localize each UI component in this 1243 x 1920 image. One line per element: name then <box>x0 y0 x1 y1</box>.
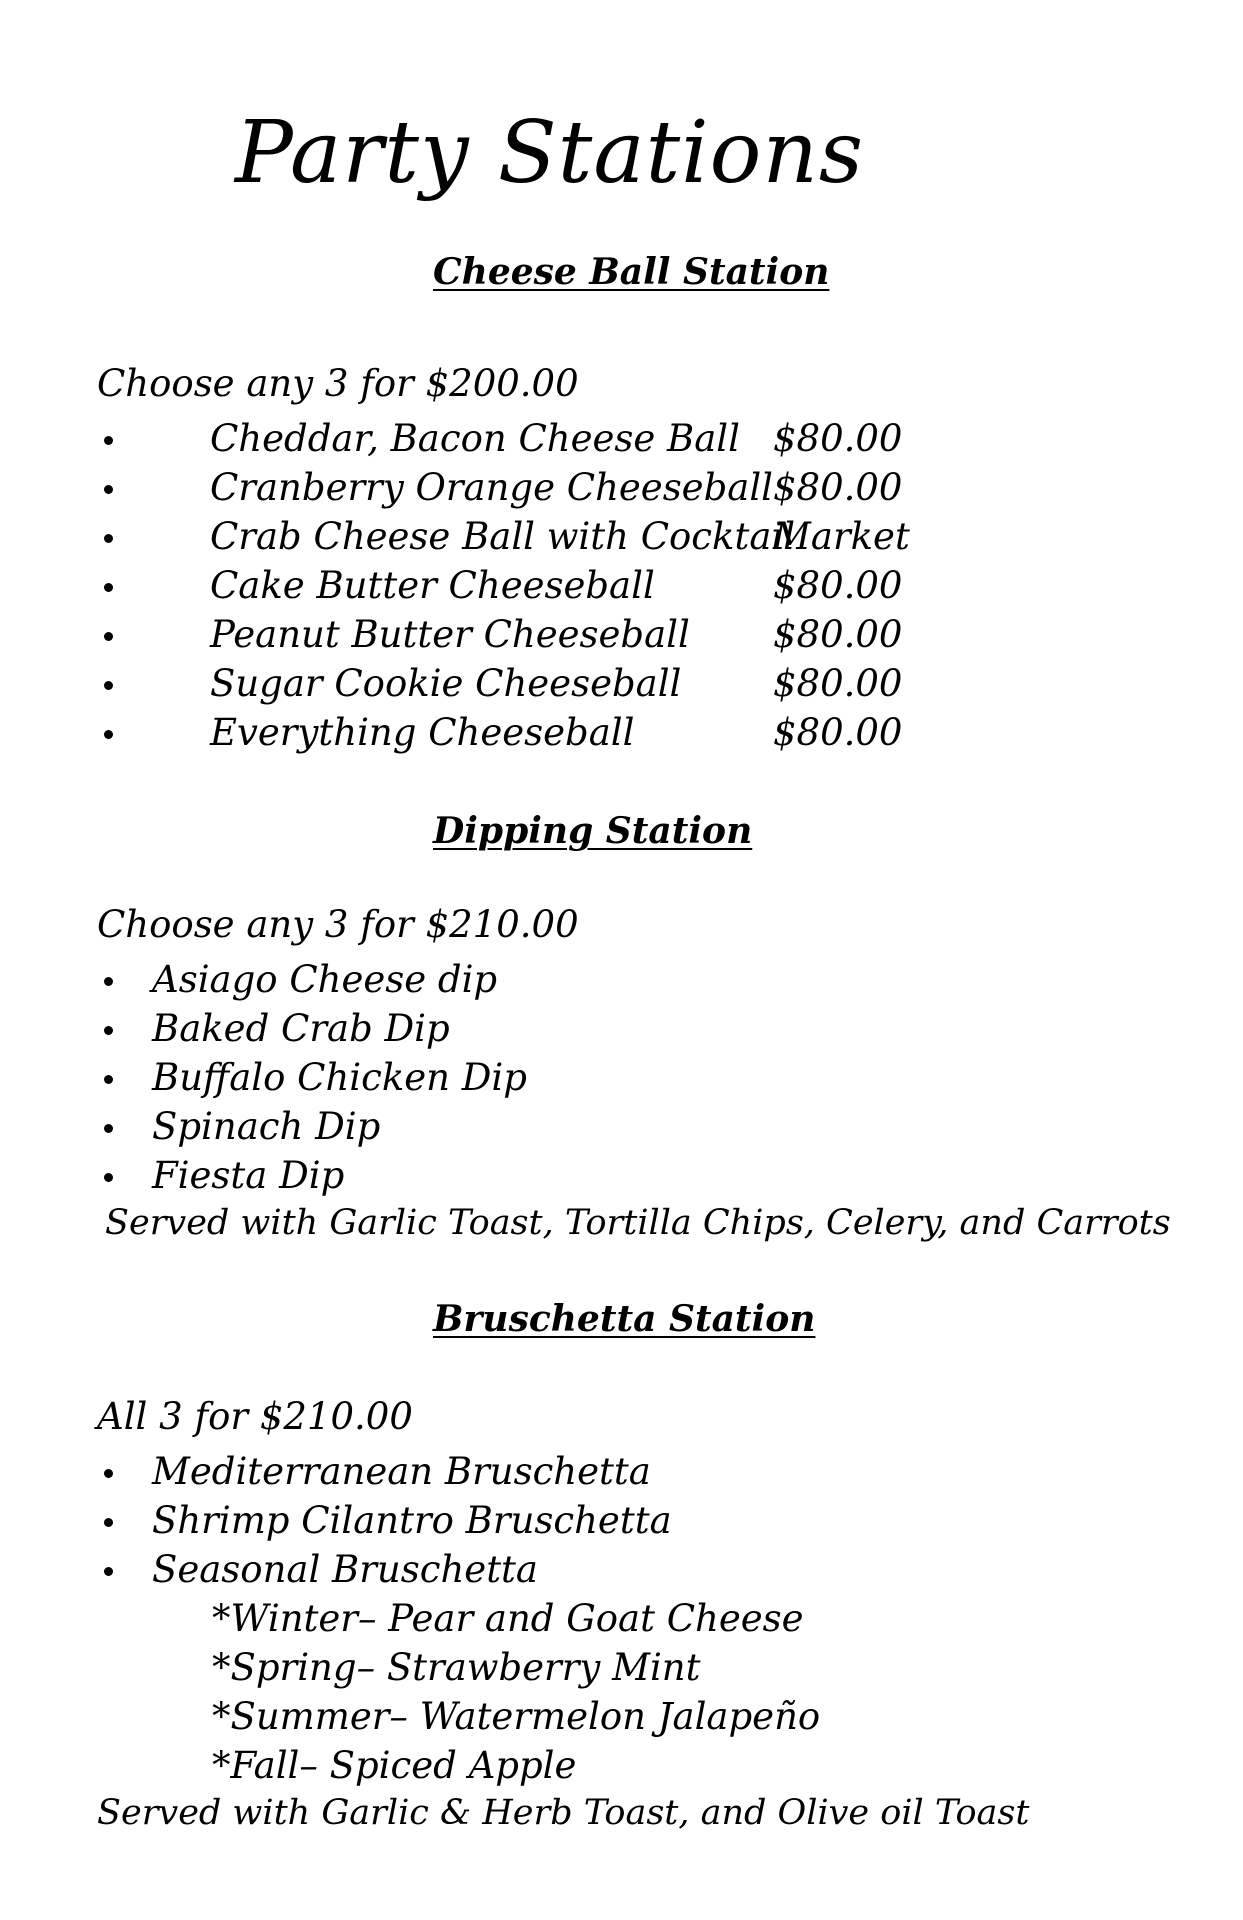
bruschetta-item: Mediterranean Bruschetta <box>152 1450 651 1493</box>
bullet-icon <box>104 977 113 986</box>
bruschetta-station-heading: Bruschetta Station <box>433 1298 816 1340</box>
seasonal-variant: *Spring– Strawberry Mint <box>212 1646 701 1689</box>
bullet-icon <box>104 1124 113 1133</box>
cheese-ball-item-name: Peanut Butter Cheeseball <box>210 613 690 656</box>
cheese-ball-item-name: Cranberry Orange Cheeseball <box>210 466 773 509</box>
bullet-icon <box>104 534 113 543</box>
dipping-item: Buffalo Chicken Dip <box>152 1056 527 1099</box>
page-title: Party Stations <box>235 103 864 203</box>
dipping-item: Asiago Cheese dip <box>152 958 498 1001</box>
bullet-icon <box>104 1173 113 1182</box>
dipping-offer: Choose any 3 for $210.00 <box>97 903 579 946</box>
cheese-ball-item-price: $80.00 <box>773 711 903 754</box>
seasonal-variant: *Summer– Watermelon Jalapeño <box>212 1695 821 1738</box>
bullet-icon <box>104 1469 113 1478</box>
cheese-ball-offer: Choose any 3 for $200.00 <box>97 362 579 405</box>
bullet-icon <box>104 436 113 445</box>
dipping-item: Spinach Dip <box>152 1105 381 1148</box>
seasonal-variant: *Winter– Pear and Goat Cheese <box>212 1597 804 1640</box>
cheese-ball-item-price: $80.00 <box>773 417 903 460</box>
seasonal-variant: *Fall– Spiced Apple <box>212 1744 577 1787</box>
bullet-icon <box>104 1075 113 1084</box>
cheese-ball-item-name: Everything Cheeseball <box>210 711 635 754</box>
cheese-ball-item-name: Cheddar, Bacon Cheese Ball <box>210 417 740 460</box>
cheese-ball-item-price: $80.00 <box>773 662 903 705</box>
bullet-icon <box>104 485 113 494</box>
cheese-ball-item-price: $80.00 <box>773 466 903 509</box>
bullet-icon <box>104 583 113 592</box>
bruschetta-served-with: Served with Garlic & Herb Toast, and Olive oil Toast <box>97 1793 1030 1833</box>
bullet-icon <box>104 730 113 739</box>
bullet-icon <box>104 1026 113 1035</box>
cheese-ball-item-price: $80.00 <box>773 613 903 656</box>
cheese-ball-item-price: Market <box>773 515 910 558</box>
dipping-station-heading: Dipping Station <box>433 810 753 852</box>
bullet-icon <box>104 681 113 690</box>
cheese-ball-item-name: Cake Butter Cheeseball <box>210 564 655 607</box>
dipping-item: Baked Crab Dip <box>152 1007 450 1050</box>
cheese-ball-item-name: Crab Cheese Ball with Cocktail <box>210 515 796 558</box>
bruschetta-item: Seasonal Bruschetta <box>152 1548 538 1591</box>
bruschetta-item: Shrimp Cilantro Bruschetta <box>152 1499 672 1542</box>
dipping-served-with: Served with Garlic Toast, Tortilla Chips, Celery, and Carrots <box>105 1203 1171 1243</box>
bruschetta-offer: All 3 for $210.00 <box>97 1395 413 1438</box>
cheese-ball-item-name: Sugar Cookie Cheeseball <box>210 662 682 705</box>
cheese-ball-station-heading: Cheese Ball Station <box>433 251 830 293</box>
bullet-icon <box>104 632 113 641</box>
cheese-ball-item-price: $80.00 <box>773 564 903 607</box>
bullet-icon <box>104 1518 113 1527</box>
dipping-item: Fiesta Dip <box>152 1154 345 1197</box>
bullet-icon <box>104 1567 113 1576</box>
